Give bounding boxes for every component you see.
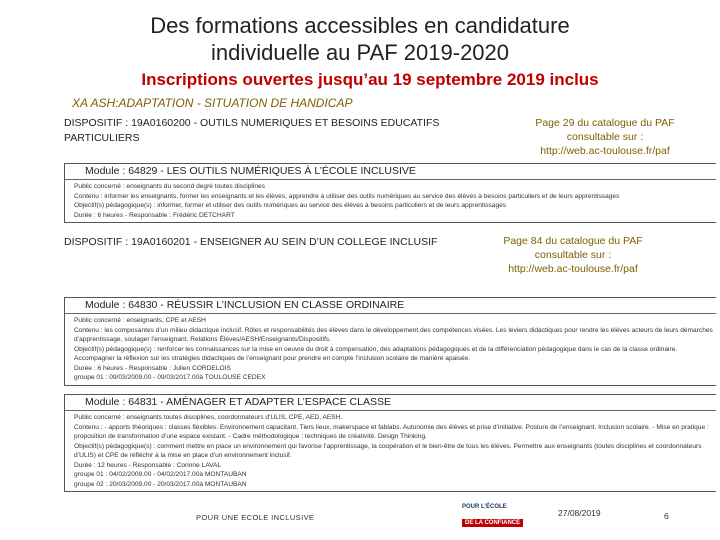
module-box-2 <box>64 297 716 386</box>
module-line: Durée : 12 heures - Responsable : Corinne LAVAL <box>74 461 222 469</box>
module-line: groupe 01 : 09/03/2009.00 - 09/03/2017.00à TOULOUSE CEDEX <box>74 374 266 381</box>
module-line: Contenu : informer les enseignants, former les enseignants et les élèves, apprendre à utiliser des outils numériques au service des élèves à besoins particuliers et de leurs apprentissages <box>74 192 620 200</box>
page-subtitle: Inscriptions ouvertes jusqu’au 19 septembre 2019 inclus <box>141 70 599 89</box>
module-body <box>65 314 716 385</box>
page-title: Des formations accessibles en candidature individuelle au PAF 2019-2020 <box>150 13 570 65</box>
module-line: Contenu : - apports théoriques : classes flexibles. Environnement capacitant. Tiers lieux, makerspace et fablabs. Autonomie des élèves et prise d’initiative. Posture de l’enseignant. Inclusion scolaire. - Mise en pratique : proposition de transformation d’une espace existant. - Cadre méthodologique : techniques de créativité. Design Thinking. <box>74 423 709 440</box>
module-line: Objectif(s) pédagogique(s) : comment mettre en place un environnement qui favorise l’apprentissage, la coopération et le bien-être de tous les élèves. Permettre aux enseignants (toutes disciplines et coordonnateurs d’ULIS) et CPE de réfléchir à la mise en place d’un environnement inclusif. <box>74 442 702 459</box>
dispositif-1-catalog <box>500 116 710 158</box>
module-title: Module : 64829 - LES OUTILS NUMÉRIQUES À L’ÉCOLE INCLUSIVE <box>65 164 716 180</box>
ministry-logo <box>462 503 542 525</box>
logo-line-1: POUR L’ÉCOLE <box>462 504 507 510</box>
module-line: groupe 01 : 04/02/2009.00 - 04/02/2017.00à MONTAUBAN <box>74 471 247 478</box>
module-line: Public concerné : enseignants du second degré toutes disciplines <box>74 183 265 190</box>
module-line: Public concerné : enseignants, CPE et AESH <box>74 317 206 324</box>
module-line: groupe 02 : 20/03/2009.00 - 20/03/2017.00à MONTAUBAN <box>74 480 247 488</box>
dispositif-1-label: DISPOSITIF : 19A0160200 - OUTILS NUMERIQUES ET BESOINS EDUCATIFS PARTICULIERS <box>64 117 440 144</box>
module-line: Contenu : les composantes d’un milieu didactique inclusif. Rôles et responsabilités des élèves dans le développement des compétences visées. Les leviers didactiques pour rendre les élèves acteurs de leurs démarches d’apprentissage, soulager l’enseignant. Relations Élèves/AESH/Enseignants/Dispositifs. <box>74 326 713 343</box>
catalog-consult-line: consultable sur : <box>566 131 644 143</box>
catalog-consult-line: consultable sur : <box>534 249 612 261</box>
footer-date: 27/08/2019 <box>558 508 601 518</box>
page-number: 6 <box>664 511 669 521</box>
module-body <box>65 180 716 222</box>
dispositif-2-label: DISPOSITIF : 19A0160201 - ENSEIGNER AU SEIN D’UN COLLEGE INCLUSIF <box>64 236 438 248</box>
catalog-url-link[interactable]: http://web.ac-toulouse.fr/paf <box>540 145 670 157</box>
module-title: Module : 64830 - RÉUSSIR L’INCLUSION EN CLASSE ORDINAIRE <box>65 298 716 314</box>
catalog-url-link[interactable]: http://web.ac-toulouse.fr/paf <box>508 263 638 275</box>
module-box-3 <box>64 394 716 492</box>
module-line: Durée : 6 heures - Responsable : Julien CORDELOIS <box>74 364 231 372</box>
catalog-page-line: Page 84 du catalogue du PAF <box>503 235 643 247</box>
module-line: Durée : 6 heures - Responsable : Frédéric DETCHART <box>74 211 235 219</box>
module-box-1 <box>64 163 716 223</box>
dispositif-2-catalog <box>468 234 678 276</box>
module-line: Public concerné : enseignants toutes disciplines, coordonnateurs d’ULIS, CPE, AED, AESH. <box>74 414 343 421</box>
module-line: Objectif(s) pédagogique(s) : informer, former et utiliser des outils numériques au service des élèves à besoins particuliers et de leurs apprentissages <box>74 202 507 209</box>
footer-motto: POUR UNE ECOLE INCLUSIVE <box>196 513 315 522</box>
module-line: Objectif(s) pédagogique(s) : renforcer les connaissances sur la mise en oeuvre du droit à compensation, des adaptations pédagogiques et de la différenciation pédagogique dans le cas de la classe ordinaire. Accompagner la réflexion sur les stratégies didactiques de l’enseignant pour prendre en compte l’inclusion scolaire de manière apaisée. <box>74 345 678 362</box>
logo-line-2: DE LA CONFIANCE <box>462 519 523 527</box>
catalog-page-line: Page 29 du catalogue du PAF <box>535 117 675 129</box>
module-title: Module : 64831 - AMÉNAGER ET ADAPTER L’ESPACE CLASSE <box>65 395 716 411</box>
category-label: XA ASH:ADAPTATION - SITUATION DE HANDICAP <box>72 96 353 110</box>
module-body <box>65 411 716 491</box>
